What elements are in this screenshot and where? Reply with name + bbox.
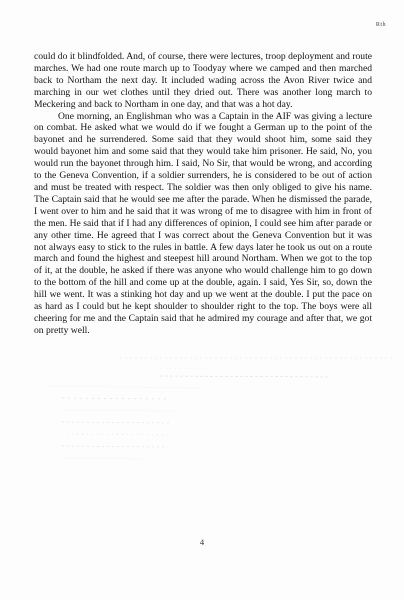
page-number: 4 [199,537,205,547]
paragraph-1: could do it blindfolded. And, of course, there were lectures, troop deployment and route marches. We had one route march up to Toodyay where we camped and then marched back to Northam the next day. It included wading across the Avon River twice and marching in our wet clothes until they dried out. There was another long march to Meckering and back to Northam in one day, and that was a hot day. [34,51,372,110]
body-text [34,51,372,337]
paragraph-2: One morning, an Englishman who was a Captain in the AIF was giving a lecture on combat. He asked what we would do if we fought a German up to the point of the bayonet and he surrendered. Some said that they would shoot him, some said they would bayonet him and some said that they would take him prisoner. He said, No, you would run the bayonet through him. I said, No Sir, that would be wrong, and according to the Geneva Convention, if a soldier surrenders, he is considered to be out of action and must be treated with respect. The soldier was then only obliged to give his name. The Captain said that he would see me after the parade. When he dismissed the parade, I went over to him and he said that it was wrong of me to disagree with him in front of the men. He said that if I had any differences of opinion, I could see him after parade or any other time. He agreed that I was correct about the Geneva Convention but it was not always easy to stick to the rules in battle. A few days later he took us out on a route march and found the highest and steepest hill around Northam. When we got to the top of it, at the double, he asked if there was anyone who would challenge him to go down to the bottom of the hill and come up at the double, again. I said, Yes Sir, so, down the hill we went. It was a stinking hot day and up we went at the double. I put the pace on as hard as I could but he kept shoulder to shoulder right to the top. The boys were all cheering for me and the Captain said that he admired my courage and after that, we got on pretty well. [34,110,372,336]
corner-mark: Rth [375,22,386,28]
